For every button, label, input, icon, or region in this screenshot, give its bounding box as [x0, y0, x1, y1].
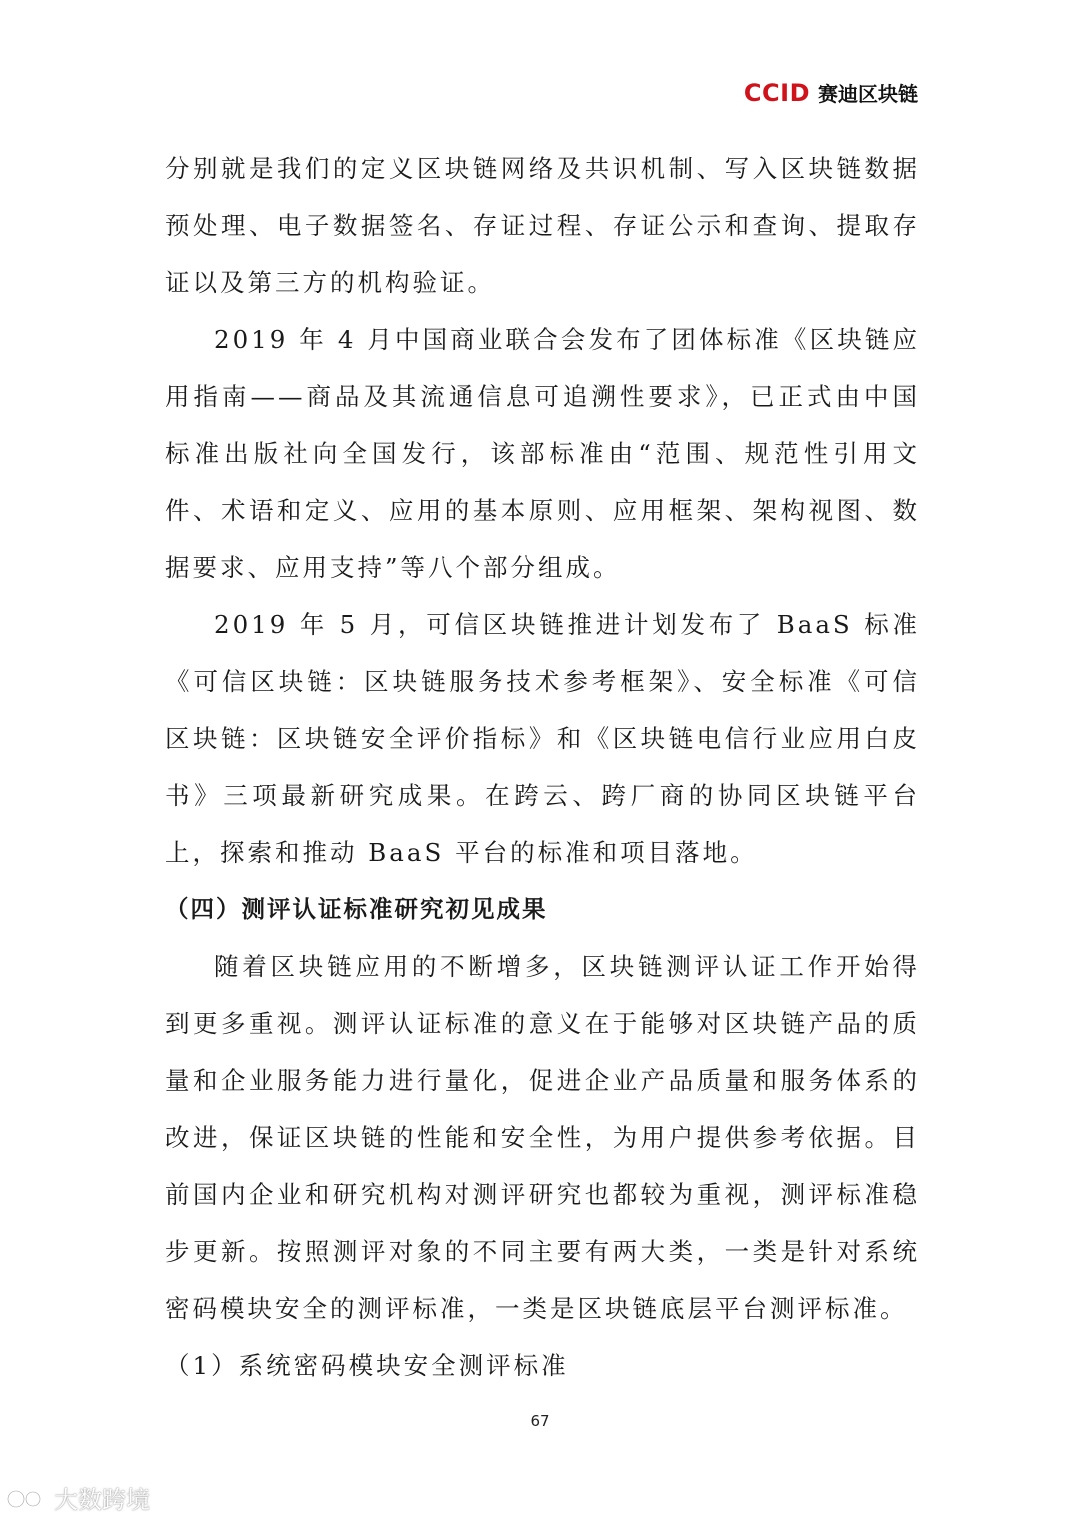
weibo-watermark-icon [6, 1486, 50, 1510]
document-body [165, 140, 920, 1394]
paragraph-3: 2019 年 5 月，可信区块链推进计划发布了 BaaS 标准《可信区块链：区块链服务技术参考框架》、安全标准《可信区块链：区块链安全评价指标》和《区块链电信行业应用白皮书》三项最新研究成果。在跨云、跨厂商的协同区块链平台上，探索和推动 BaaS 平台的标准和项目落地。 [165, 610, 920, 867]
page-number: 67 [530, 1412, 550, 1430]
section-heading-4: （四）测评认证标准研究初见成果 [165, 895, 548, 923]
paragraph-2: 2019 年 4 月中国商业联合会发布了团体标准《区块链应用指南——商品及其流通信息可追溯性要求》，已正式由中国标准出版社向全国发行，该部标准由“范围、规范性引用文件、术语和定义、应用的基本原则、应用框架、架构视图、数据要求、应用支持”等八个部分组成。 [165, 325, 920, 582]
watermark-text: 大数跨境 [54, 1486, 150, 1514]
paragraph-4: 随着区块链应用的不断增多，区块链测评认证工作开始得到更多重视。测评认证标准的意义在于能够对区块链产品的质量和企业服务能力进行量化，促进企业产品质量和服务体系的改进，保证区块链的性能和安全性，为用户提供参考依据。目前国内企业和研究机构对测评研究也都较为重视，测评标准稳步更新。按照测评对象的不同主要有两大类，一类是针对系统密码模块安全的测评标准，一类是区块链底层平台测评标准。 [165, 952, 920, 1323]
ccid-blockchain-label: 赛迪区块链 [818, 82, 918, 106]
sub-heading-1: （1）系统密码模块安全测评标准 [165, 1351, 569, 1380]
watermark [6, 1480, 150, 1515]
page-header [744, 78, 918, 107]
ccid-logo-text: CCID [743, 79, 810, 107]
paragraph-1: 分别就是我们的定义区块链网络及共识机制、写入区块链数据预处理、电子数据签名、存证过程、存证公示和查询、提取存证以及第三方的机构验证。 [165, 154, 920, 297]
